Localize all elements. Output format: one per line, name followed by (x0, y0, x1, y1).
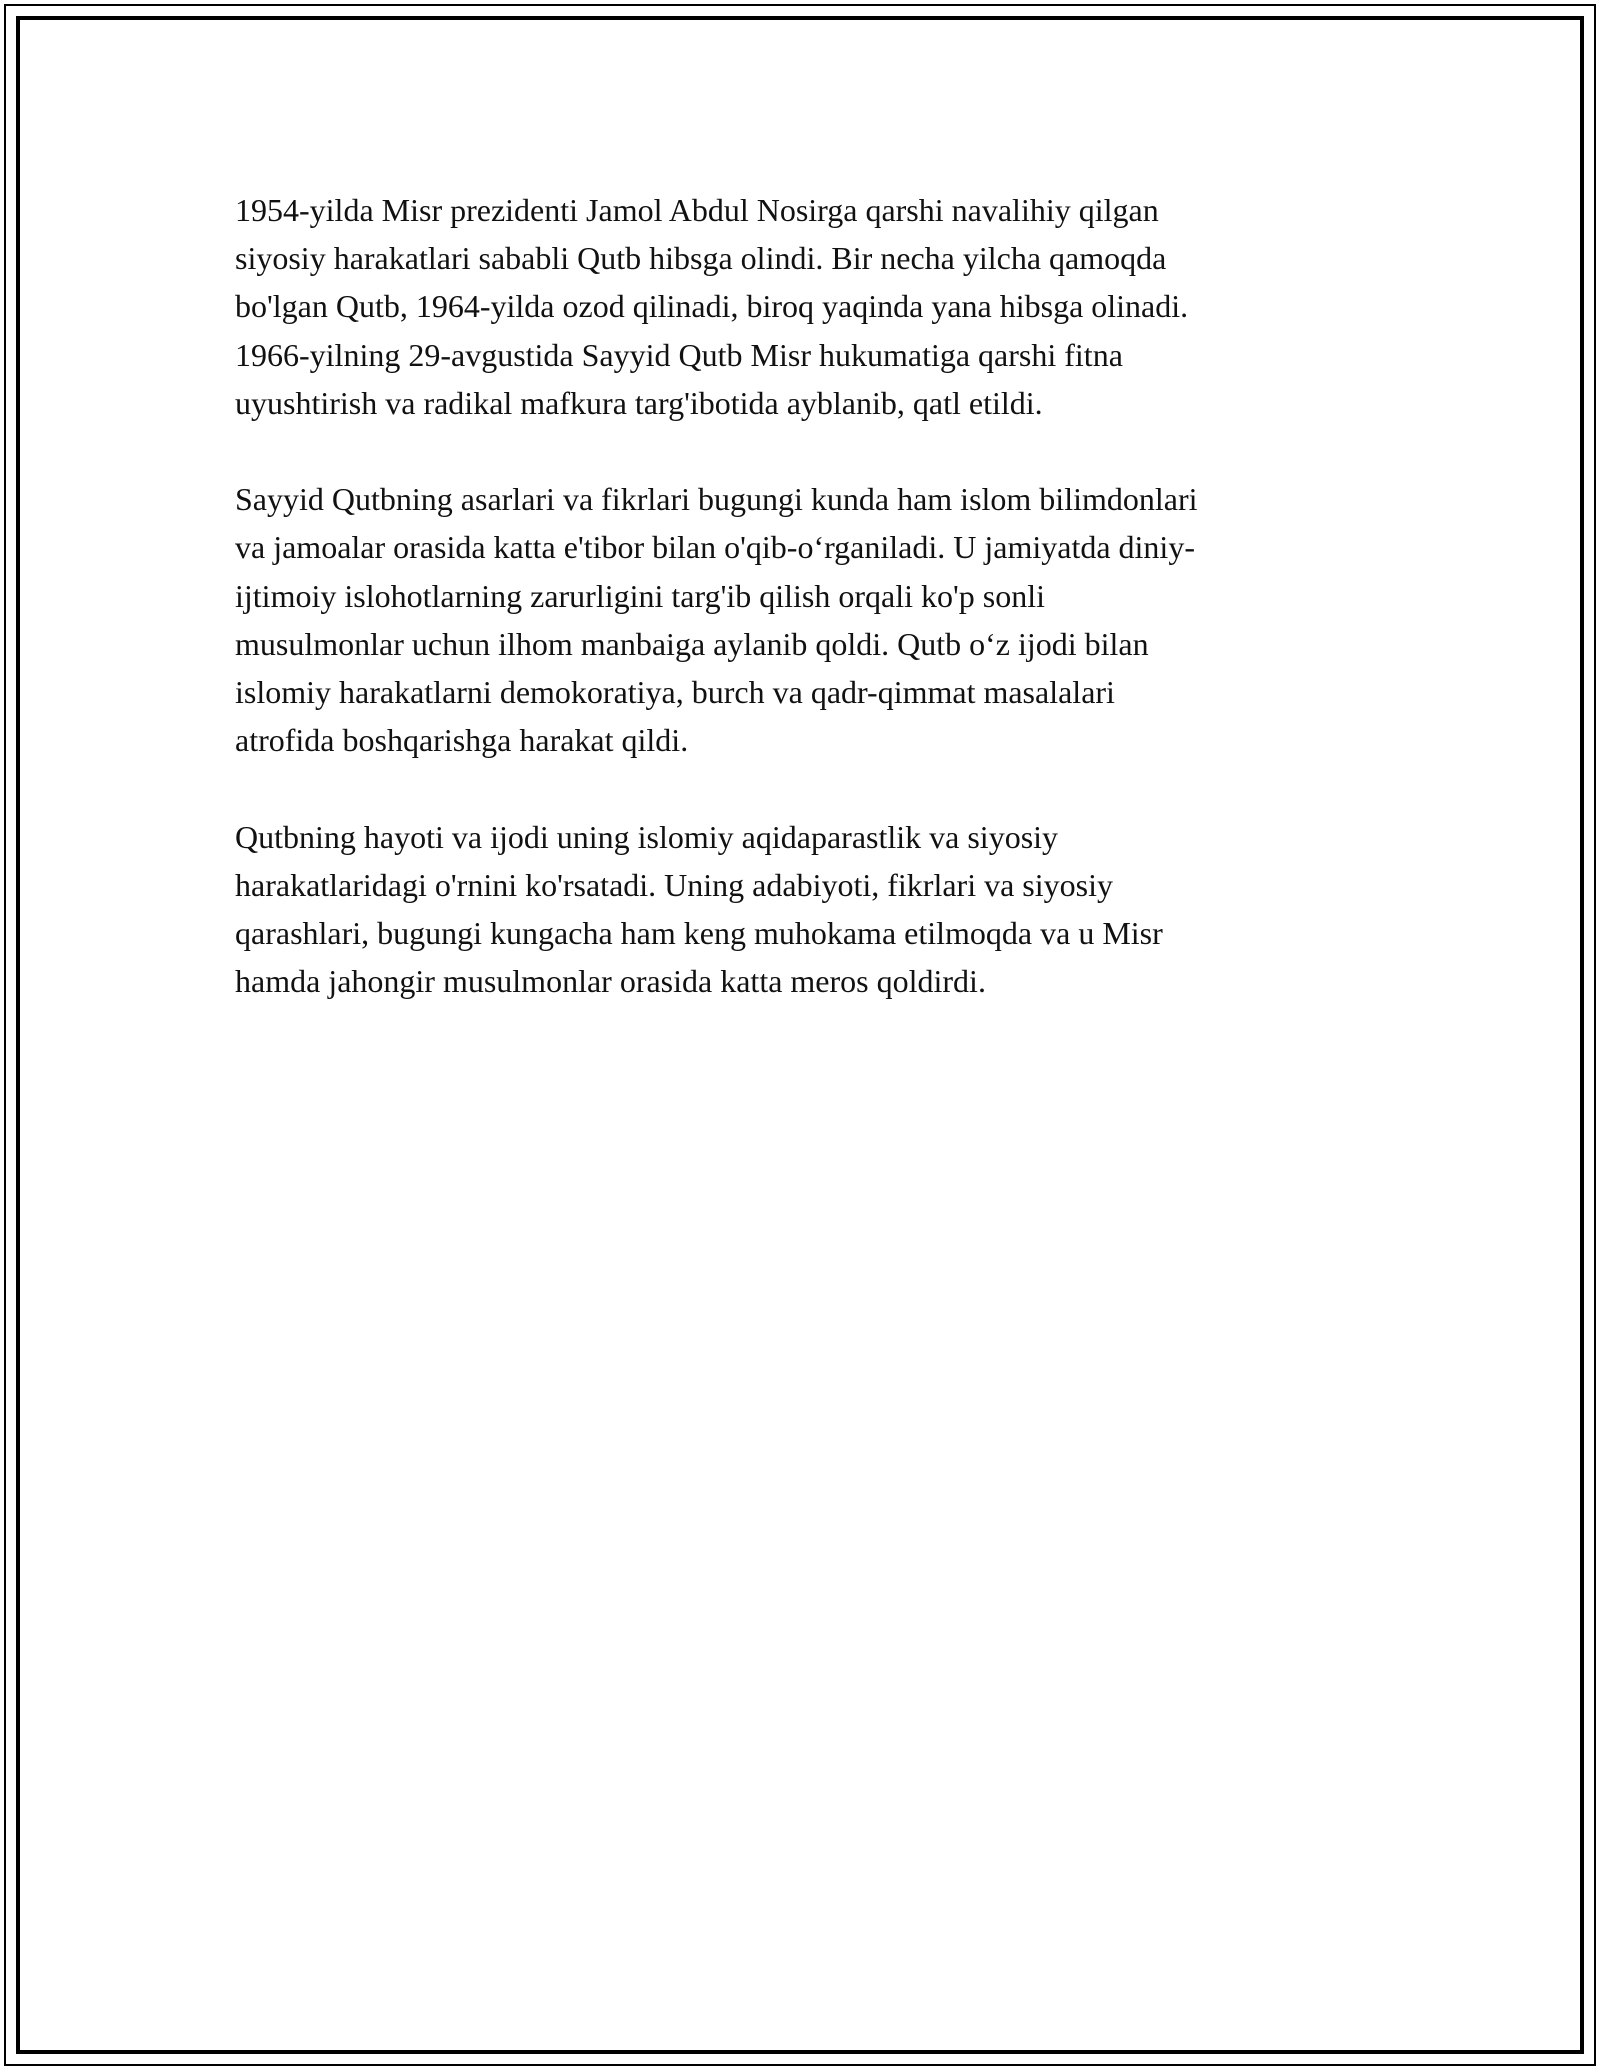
document-body (235, 186, 1365, 1054)
paragraph-1 (235, 186, 1365, 427)
text-line: bo'lgan Qutb, 1964-yilda ozod qilinadi, biroq yaqinda yana hibsga olinadi. (235, 288, 1189, 325)
text-line: ijtimoiy islohotlarning zarurligini targ'ib qilish orqali ko'p sonli (235, 577, 1045, 614)
text-line: uyushtirish va radikal mafkura targ'ibotida ayblanib, qatl etildi. (235, 384, 1043, 421)
text-line: 1966-yilning 29-avgustida Sayyid Qutb Misr hukumatiga qarshi fitna (235, 336, 1123, 373)
text-line: musulmonlar uchun ilhom manbaiga aylanib qoldi. Qutb o‘z ijodi bilan (235, 625, 1149, 662)
text-line: harakatlaridagi o'rnini ko'rsatadi. Uning adabiyoti, fikrlari va siyosiy (235, 866, 1113, 903)
text-line: Qutbning hayoti va ijodi uning islomiy aqidaparastlik va siyosiy (235, 818, 1059, 855)
text-line: Sayyid Qutbning asarlari va fikrlari bugungi kunda ham islom bilimdonlari (235, 481, 1198, 518)
paragraph-3 (235, 813, 1365, 1006)
text-line: 1954-yilda Misr prezidenti Jamol Abdul Nosirga qarshi navalihiy qilgan (235, 192, 1159, 228)
text-line: siyosiy harakatlari sababli Qutb hibsga olindi. Bir necha yilcha qamoqda (235, 240, 1167, 277)
text-line: va jamoalar orasida katta e'tibor bilan o'qib-o‘rganiladi. U jamiyatda diniy- (235, 529, 1195, 566)
text-line: islomiy harakatlarni demokoratiya, burch va qadr-qimmat masalalari (235, 674, 1115, 711)
text-line: atrofida boshqarishga harakat qildi. (235, 722, 689, 759)
paragraph-2 (235, 475, 1365, 764)
text-line: qarashlari, bugungi kungacha ham keng muhokama etilmoqda va u Misr (235, 915, 1163, 952)
text-line: hamda jahongir musulmonlar orasida katta meros qoldirdi. (235, 963, 986, 1000)
